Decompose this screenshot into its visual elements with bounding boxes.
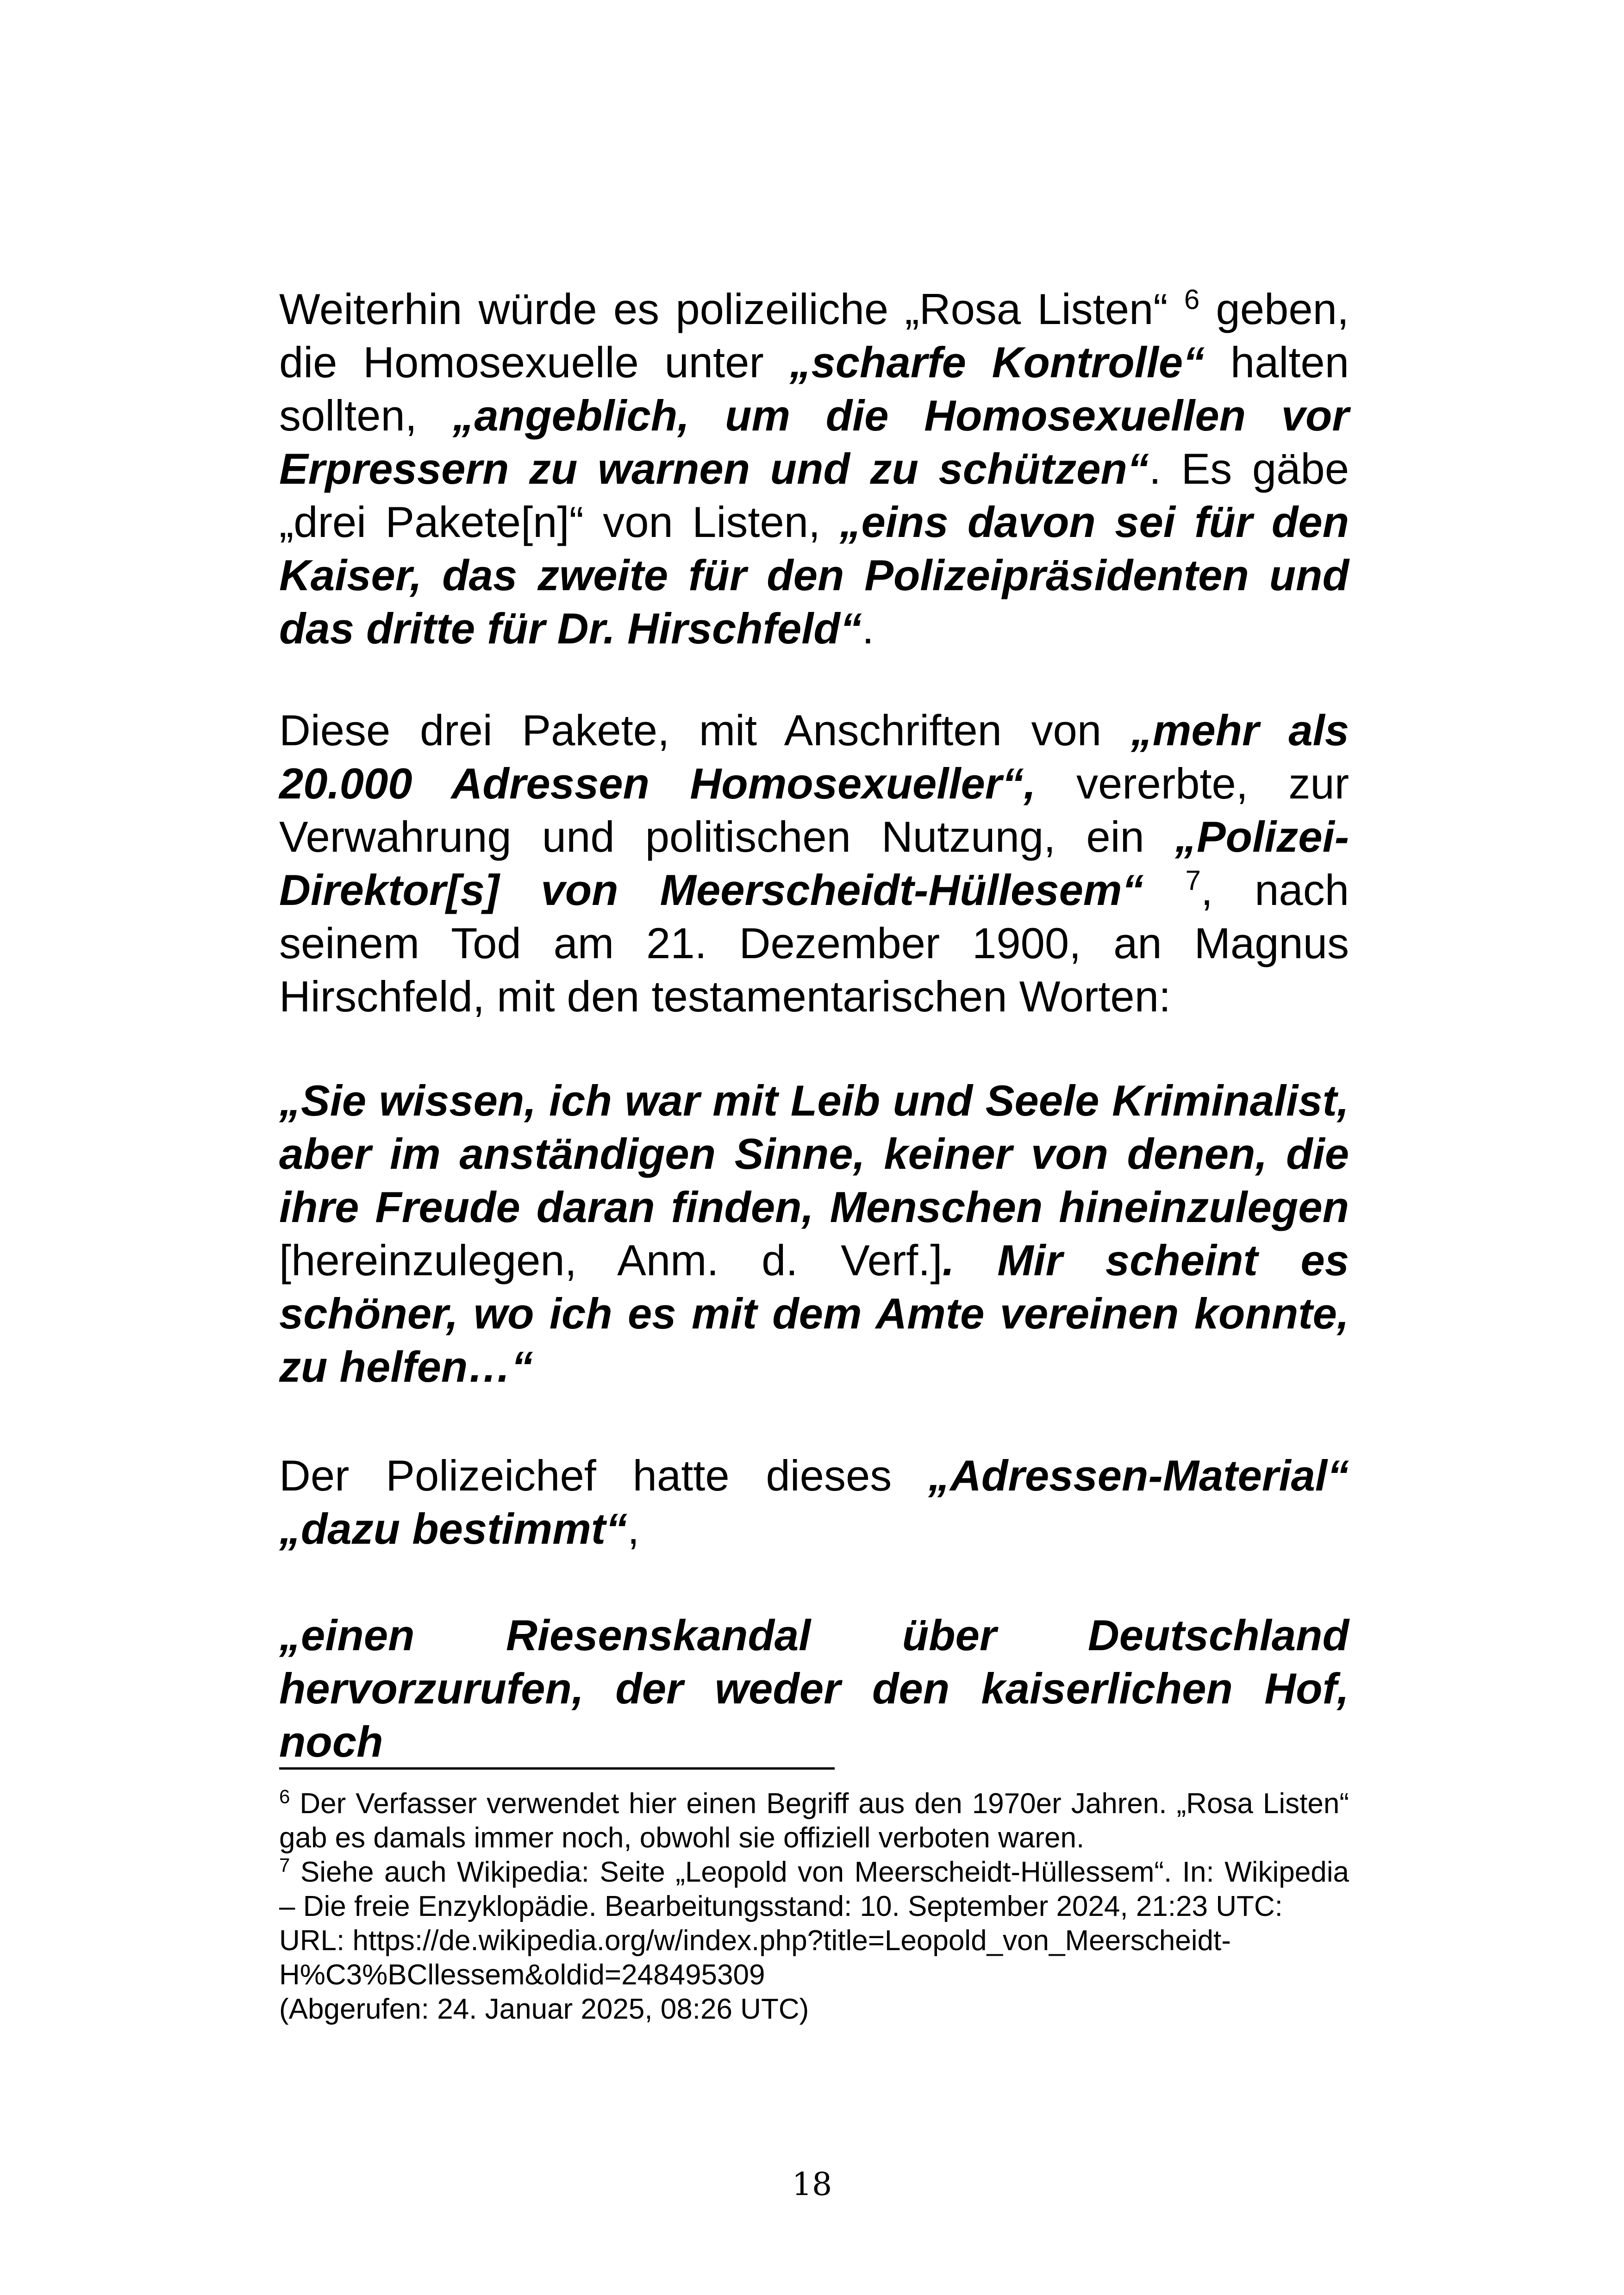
text-span: halten sollten, <box>279 338 1349 440</box>
footnotes <box>279 1787 1349 2027</box>
editor-note: [hereinzulegen, Anm. d. Verf.] <box>279 1236 943 1285</box>
quote-emphasis: „scharfe Kontrolle“ <box>789 338 1205 387</box>
quote-emphasis: „Adressen-Material“ „dazu bestimmt“ <box>279 1451 1349 1553</box>
page-number: 18 <box>792 2166 832 2203</box>
quote-emphasis: „Sie wissen, ich war mit Leib und Seele Kriminalist, aber im anständigen Sinne, keiner von denen, die ihre Freude daran finden, Menschen hineinzulegen <box>279 1076 1349 1231</box>
paragraph-polizeichef <box>279 1449 1349 1555</box>
text-span: . Es gäbe „drei Pakete[n]“ von Listen, <box>279 444 1349 546</box>
quote-emphasis: „Polizei-Direktor[s] von Meerscheidt-Hüllesem“ <box>279 812 1349 914</box>
text-span: geben, die Homosexuelle unter <box>279 285 1349 387</box>
footnote-ref-6[interactable]: 6 <box>1184 284 1200 315</box>
footnote-number: 6 <box>279 1785 290 1808</box>
text-span: Der Polizeichef hatte dieses <box>279 1451 929 1500</box>
quote-riesenskandal <box>279 1609 1349 1768</box>
footnote-7 <box>279 1855 1349 1924</box>
footnote-text: Siehe auch Wikipedia: Seite „Leopold von Meerscheidt-Hüllessem“. In: Wikipedia – Die freie Enzyklopädie. Bearbeitungsstand: 10. September 2024, 21:23 UTC: <box>279 1856 1349 1922</box>
text-span: Diese drei Pakete, mit Anschriften von <box>279 706 1131 755</box>
footnote-6 <box>279 1787 1349 1855</box>
footnote-number: 7 <box>279 1854 290 1876</box>
text-span: , nach seinem Tod am 21. Dezember 1900, an Magnus Hirschfeld, mit den testamentarischen Worten: <box>279 866 1349 1021</box>
footnote-separator <box>279 1767 835 1770</box>
block-quote <box>279 1074 1349 1393</box>
footnote-url[interactable]: URL: https://de.wikipedia.org/w/index.php?title=Leopold_von_Meerscheidt-H%C3%BCllessem&oldid=248495309 <box>279 1925 1231 1991</box>
quote-emphasis: „eins davon sei für den Kaiser, das zweite für den Polizeipräsidenten und das dritte für Dr. Hirschfeld“ <box>279 498 1349 653</box>
footnote-text: Der Verfasser verwendet hier einen Begriff aus den 1970er Jahren. „Rosa Listen“ gab es damals immer noch, obwohl sie offiziell verboten waren. <box>279 1788 1349 1854</box>
quote-emphasis: „angeblich, um die Homosexuellen vor Erpressern zu warnen und zu schützen“ <box>279 391 1349 493</box>
text-span: , <box>627 1504 640 1553</box>
quote-emphasis: . Mir scheint es schöner, wo ich es mit dem Amte vereinen konnte, zu helfen…“ <box>279 1236 1349 1391</box>
text-span <box>1143 866 1185 914</box>
quote-emphasis: „einen Riesenskandal über Deutschland hervorzurufen, der weder den kaiserlichen Hof, noch <box>279 1611 1349 1766</box>
quote-emphasis: „mehr als 20.000 Adressen Homosexueller“, <box>279 706 1349 808</box>
text-span: vererbte, zur Verwahrung und politischen Nutzung, ein <box>279 759 1349 861</box>
paragraph-drei-pakete <box>279 704 1349 1023</box>
footnote-accessed: (Abgerufen: 24. Januar 2025, 08:26 UTC) <box>279 1993 809 2025</box>
text-span: Weiterhin würde es polizeiliche „Rosa Listen“ <box>279 285 1184 333</box>
paragraph-rosa-listen <box>279 282 1349 655</box>
text-span: . <box>862 604 874 653</box>
footnote-ref-7[interactable]: 7 <box>1185 865 1201 896</box>
